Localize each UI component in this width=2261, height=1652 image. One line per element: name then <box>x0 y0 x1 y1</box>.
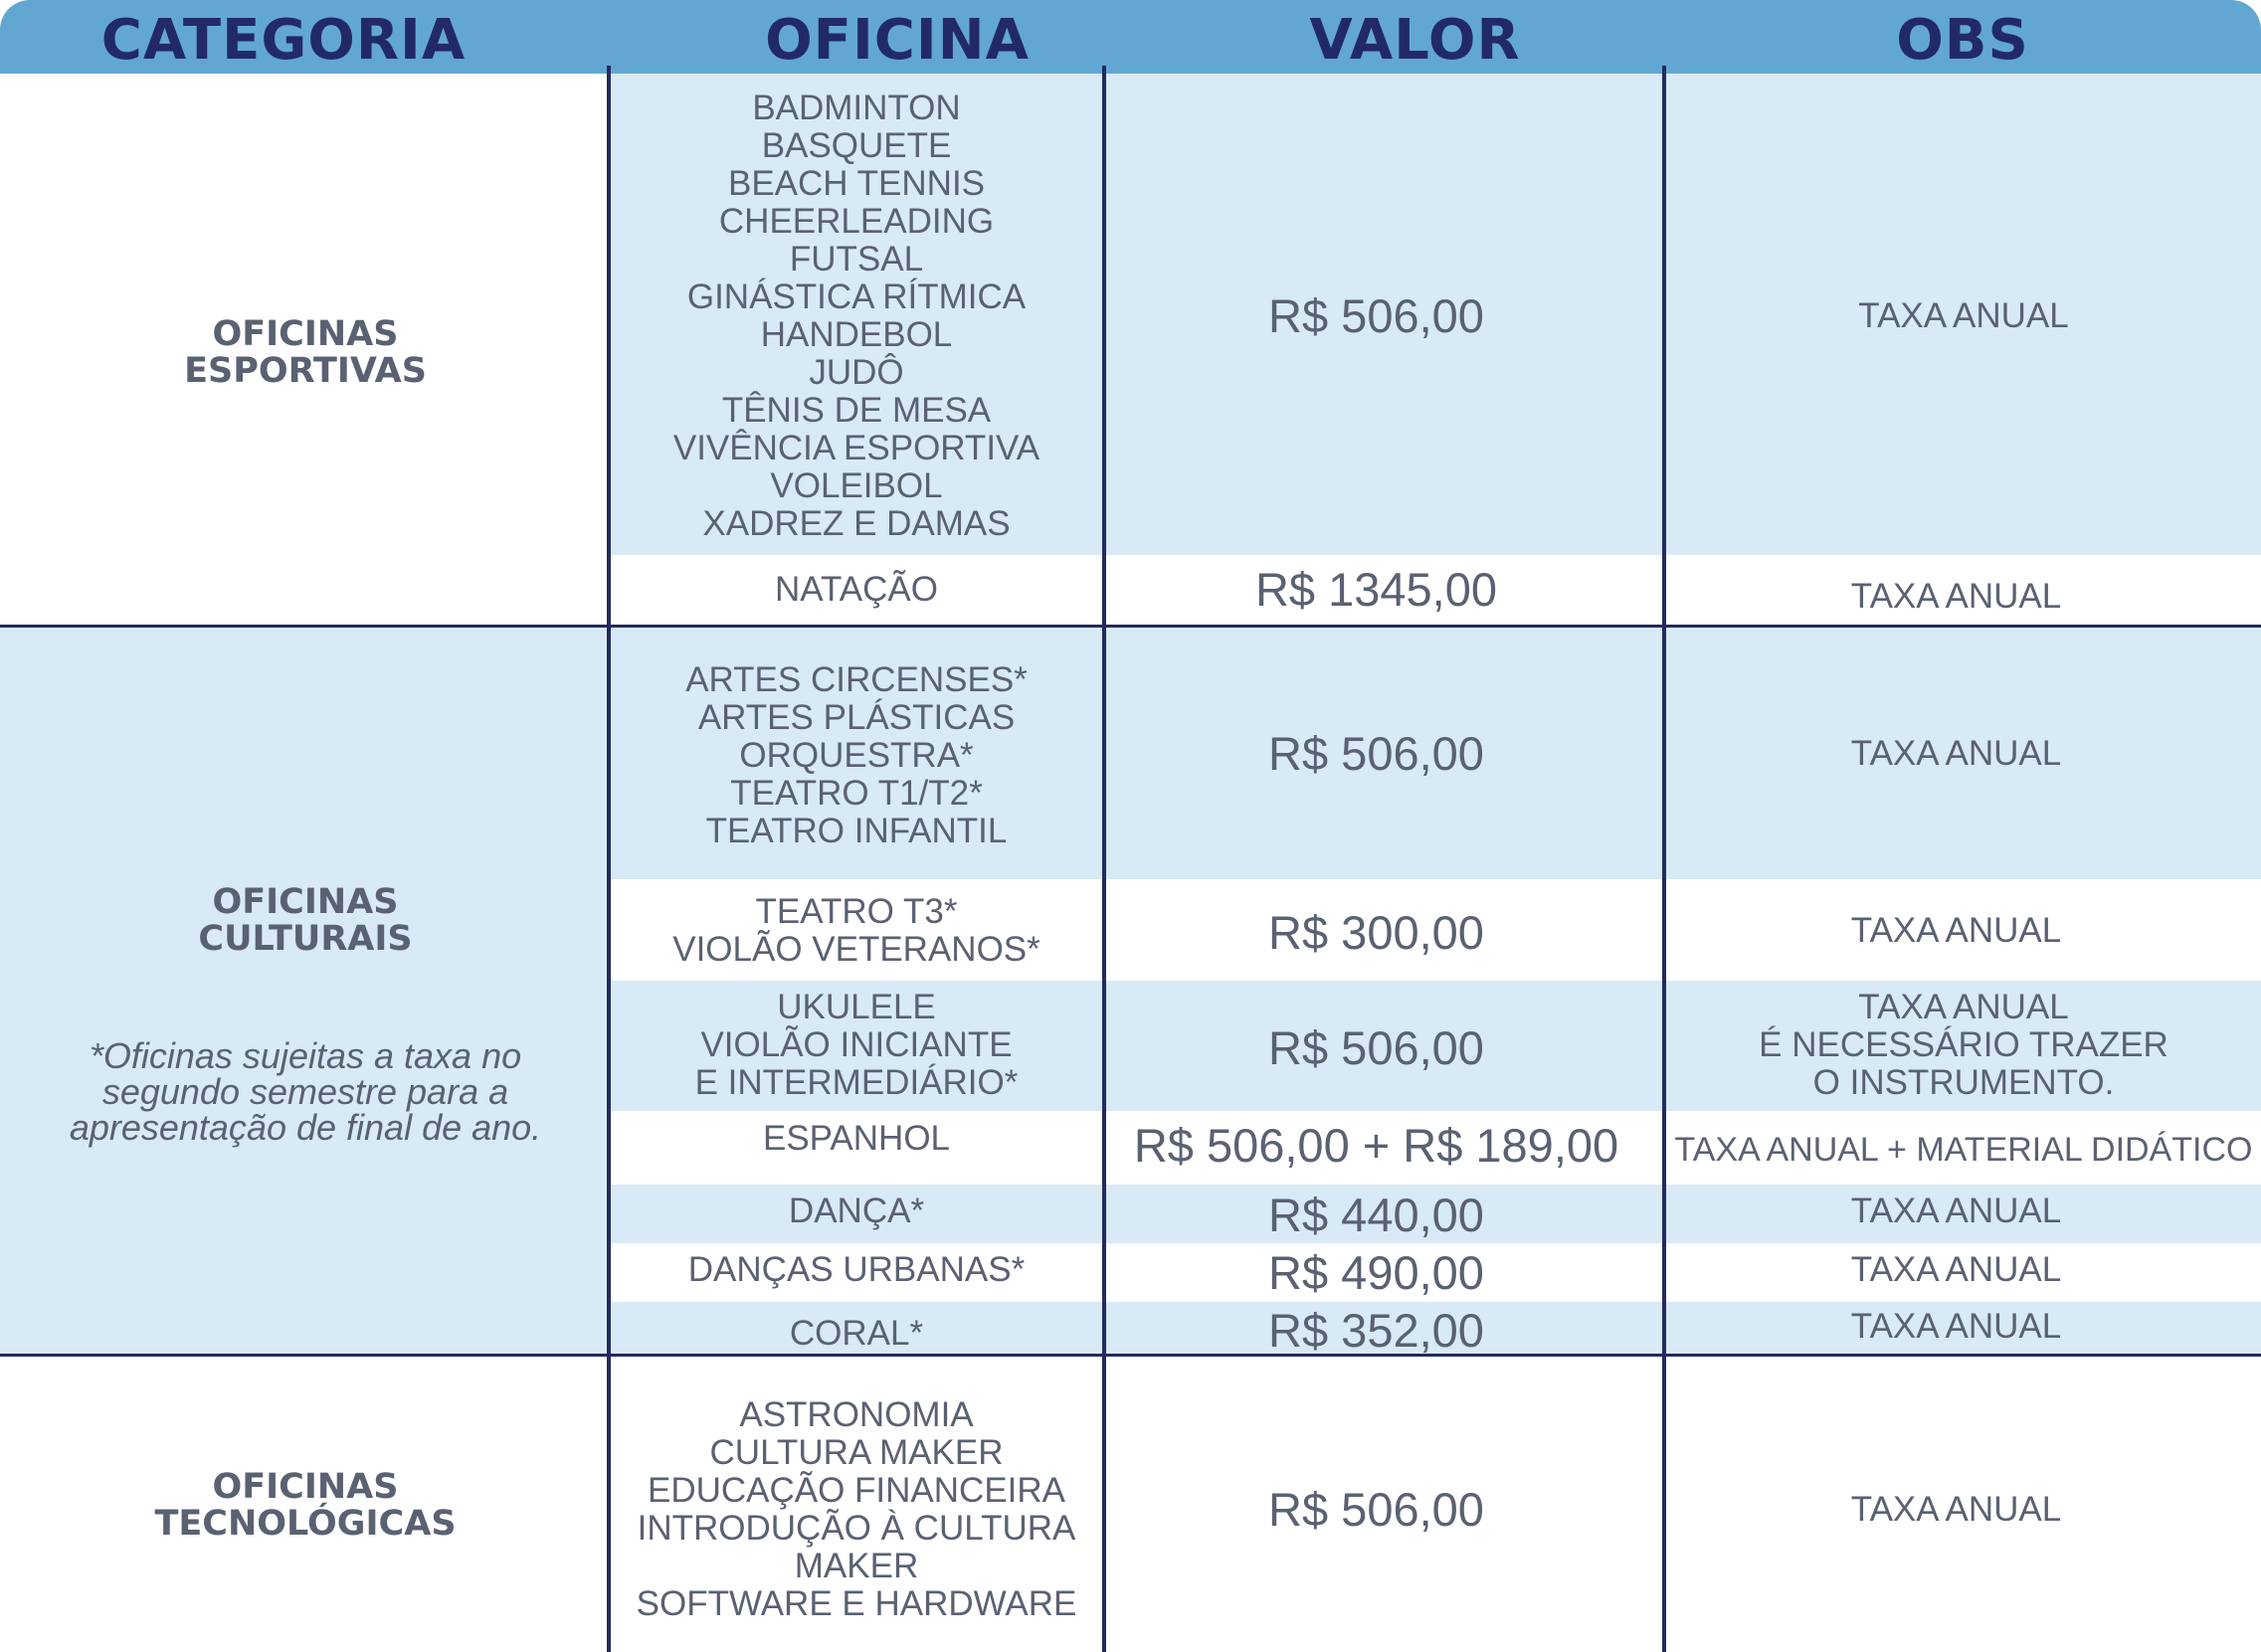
header-oficina: OFICINA <box>765 8 1030 73</box>
culturais-footnote: *Oficinas sujeitas a taxa no segundo semestre para a apresentação de final de ano. <box>69 1035 542 1148</box>
header-valor: VALOR <box>1309 8 1521 73</box>
valor-cell: R$ 506,00 <box>1268 1020 1484 1074</box>
obs-cell: TAXA ANUAL <box>1850 1307 2062 1346</box>
obs-cell: TAXA ANUAL <box>1850 733 2062 773</box>
category-label: OFICINAS <box>212 882 399 922</box>
oficina-list: ESPANHOL <box>762 1119 951 1158</box>
oficina-list: TEATRO T3* VIOLÃO VETERANOS* <box>672 892 1040 969</box>
obs-cell: TAXA ANUAL <box>1850 911 2062 950</box>
oficina-list: BADMINTON BASQUETE BEACH TENNIS CHEERLEADING FUTSAL GINÁSTICA RÍTMICA HANDEBOL JUDÔ TÊNIS DE MESA VIVÊNCIA ESPORTIVA VOLEIBOL XADREZ E DAMAS <box>672 89 1040 543</box>
category-label: TECNOLÓGICAS <box>154 1504 457 1544</box>
oficina-list: DANÇAS URBANAS* <box>687 1250 1026 1289</box>
valor-cell: R$ 440,00 <box>1268 1189 1484 1241</box>
valor-cell: R$ 352,00 <box>1268 1304 1484 1357</box>
category-label: OFICINAS <box>212 314 399 354</box>
section-divider-1 <box>0 625 2261 628</box>
oficina-list: NATAÇÃO <box>775 570 938 609</box>
obs-cell: TAXA ANUAL <box>1850 1192 2062 1230</box>
valor-cell: R$ 300,00 <box>1268 906 1484 959</box>
category-label: OFICINAS <box>212 1467 399 1507</box>
valor-cell: R$ 506,00 <box>1268 726 1484 780</box>
valor-cell: R$ 506,00 <box>1268 1483 1484 1536</box>
category-culturais <box>0 866 611 976</box>
valor-cell: R$ 490,00 <box>1268 1246 1484 1299</box>
obs-cell: TAXA ANUAL + MATERIAL DIDÁTICO <box>1674 1131 2253 1169</box>
valor-cell: R$ 1345,00 <box>1254 563 1498 616</box>
category-tecnologicas <box>0 1451 611 1560</box>
obs-cell: TAXA ANUAL <box>1850 1490 2062 1529</box>
header-categoria: CATEGORIA <box>100 8 467 73</box>
obs-cell: TAXA ANUAL <box>1850 577 2062 616</box>
obs-cell: TAXA ANUAL <box>1850 1250 2062 1289</box>
obs-cell: TAXA ANUAL <box>1858 296 2069 335</box>
obs-cell: TAXA ANUAL É NECESSÁRIO TRAZER O INSTRUMENTO. <box>1759 988 2168 1102</box>
valor-cell: R$ 506,00 <box>1268 289 1484 342</box>
oficina-list: UKULELE VIOLÃO INICIANTE E INTERMEDIÁRIO* <box>694 988 1019 1102</box>
valor-cell: R$ 506,00 + R$ 189,00 <box>1133 1119 1619 1172</box>
category-label: CULTURAIS <box>198 919 413 959</box>
oficina-list: CORAL* <box>789 1314 924 1353</box>
category-bg-culturais <box>0 628 611 1356</box>
oficina-list: ASTRONOMIA CULTURA MAKER EDUCAÇÃO FINANCEIRA INTRODUÇÃO À CULTURA MAKER SOFTWARE E HARDWARE <box>636 1395 1077 1623</box>
oficina-list: DANÇA* <box>788 1192 925 1230</box>
oficina-list: ARTES CIRCENSES* ARTES PLÁSTICAS ORQUESTRA* TEATRO T1/T2* TEATRO INFANTIL <box>685 660 1028 850</box>
header-obs: OBS <box>1896 8 2029 73</box>
category-esportivas <box>0 298 611 408</box>
category-label: ESPORTIVAS <box>184 351 427 391</box>
